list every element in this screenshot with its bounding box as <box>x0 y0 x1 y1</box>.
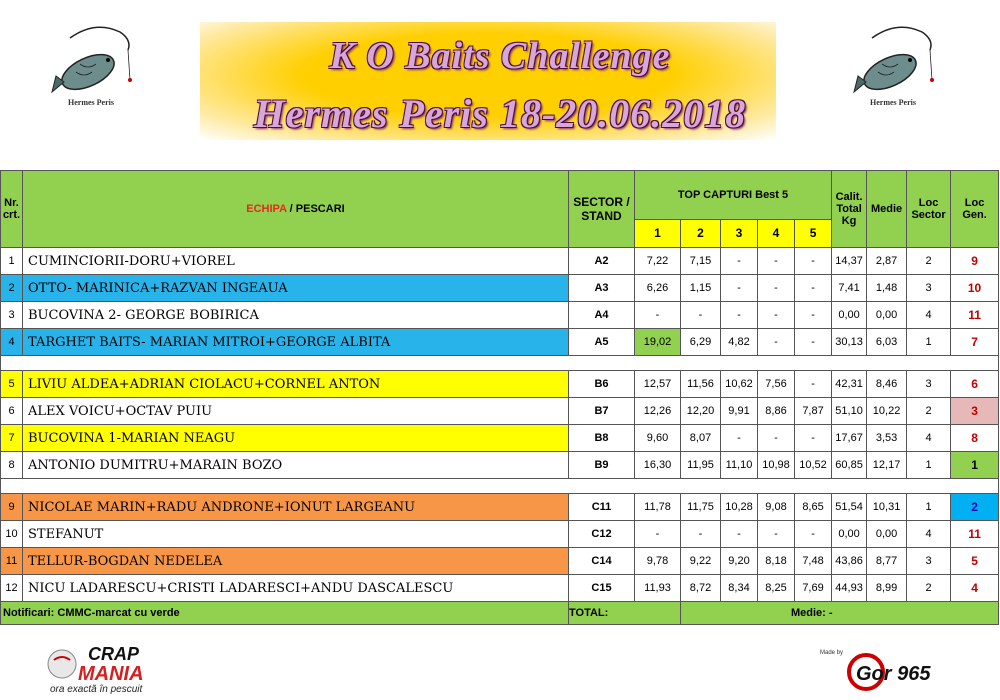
col-sector: SECTOR / STAND <box>569 171 635 248</box>
capture-5: 7,69 <box>795 575 832 602</box>
capture-1: 12,26 <box>635 398 681 425</box>
medie: 3,53 <box>867 425 907 452</box>
row-nr: 8 <box>1 452 23 479</box>
loc-sector: 1 <box>907 452 951 479</box>
results-table <box>0 170 999 625</box>
total-kg: 60,85 <box>832 452 867 479</box>
team-name: TARGHET BAITS- MARIAN MITROI+GEORGE ALBITA <box>23 329 569 356</box>
col-nr: Nr. crt. <box>1 171 23 248</box>
medie: 0,00 <box>867 521 907 548</box>
table-row <box>1 452 999 479</box>
capture-1: 12,57 <box>635 371 681 398</box>
capture-2: 1,15 <box>681 275 721 302</box>
loc-general: 3 <box>951 398 999 425</box>
loc-sector: 3 <box>907 548 951 575</box>
loc-general: 1 <box>951 452 999 479</box>
logo-caption: Hermes Peris <box>870 98 916 107</box>
capture-5: - <box>795 425 832 452</box>
table-footer <box>1 602 999 625</box>
total-kg: 44,93 <box>832 575 867 602</box>
sector: A3 <box>569 275 635 302</box>
loc-sector: 3 <box>907 371 951 398</box>
loc-sector: 2 <box>907 575 951 602</box>
team-name: NICOLAE MARIN+RADU ANDRONE+IONUT LARGEANU <box>23 494 569 521</box>
row-separator <box>1 356 999 371</box>
capture-1: 7,22 <box>635 248 681 275</box>
capture-1: - <box>635 521 681 548</box>
sector: B7 <box>569 398 635 425</box>
total-kg: 0,00 <box>832 521 867 548</box>
capture-3: - <box>721 275 758 302</box>
sector: A4 <box>569 302 635 329</box>
total-kg: 17,67 <box>832 425 867 452</box>
col-echipa <box>23 171 569 248</box>
loc-general: 6 <box>951 371 999 398</box>
medie: 8,46 <box>867 371 907 398</box>
medie-label: Medie: - <box>681 602 999 625</box>
col-c2: 2 <box>681 219 721 247</box>
loc-general: 2 <box>951 494 999 521</box>
capture-1: 11,93 <box>635 575 681 602</box>
total-kg: 30,13 <box>832 329 867 356</box>
capture-4: 8,18 <box>758 548 795 575</box>
team-name: STEFANUT <box>23 521 569 548</box>
capture-4: - <box>758 302 795 329</box>
row-nr: 6 <box>1 398 23 425</box>
col-loc-sector: Loc Sector <box>907 171 951 248</box>
table-row <box>1 425 999 452</box>
col-c3: 3 <box>721 219 758 247</box>
crapmania-logo <box>40 640 170 695</box>
team-name: BUCOVINA 2- GEORGE BOBIRICA <box>23 302 569 329</box>
capture-5: 8,65 <box>795 494 832 521</box>
medie: 8,99 <box>867 575 907 602</box>
carp-icon <box>852 20 938 100</box>
team-name: CUMINCIORII-DORU+VIOREL <box>23 248 569 275</box>
loc-general: 4 <box>951 575 999 602</box>
medie: 10,22 <box>867 398 907 425</box>
capture-2: 7,15 <box>681 248 721 275</box>
medie: 8,77 <box>867 548 907 575</box>
capture-1: 9,60 <box>635 425 681 452</box>
brand-logo-icon <box>40 640 170 695</box>
total-kg: 0,00 <box>832 302 867 329</box>
capture-2: 8,07 <box>681 425 721 452</box>
total-label: TOTAL: <box>569 602 681 625</box>
capture-3: 4,82 <box>721 329 758 356</box>
loc-general: 11 <box>951 521 999 548</box>
loc-general: 7 <box>951 329 999 356</box>
medie: 6,03 <box>867 329 907 356</box>
logo-caption: Hermes Peris <box>68 98 114 107</box>
capture-2: 11,56 <box>681 371 721 398</box>
page-subtitle: Hermes Peris 18-20.06.2018 <box>253 91 747 136</box>
team-name: ALEX VOICU+OCTAV PUIU <box>23 398 569 425</box>
page-title: K O Baits Challenge <box>329 35 671 77</box>
capture-3: 9,20 <box>721 548 758 575</box>
maker-logo-icon <box>820 648 960 693</box>
capture-5: - <box>795 329 832 356</box>
table-header <box>1 171 999 220</box>
table-row <box>1 275 999 302</box>
capture-2: 8,72 <box>681 575 721 602</box>
capture-4: - <box>758 329 795 356</box>
carp-icon <box>50 20 136 100</box>
row-nr: 11 <box>1 548 23 575</box>
capture-2: 11,95 <box>681 452 721 479</box>
table-row <box>1 329 999 356</box>
loc-general: 5 <box>951 548 999 575</box>
loc-sector: 4 <box>907 521 951 548</box>
sector: B6 <box>569 371 635 398</box>
sector: C12 <box>569 521 635 548</box>
table-row <box>1 575 999 602</box>
capture-3: 11,10 <box>721 452 758 479</box>
medie: 10,31 <box>867 494 907 521</box>
sector: A5 <box>569 329 635 356</box>
loc-general: 9 <box>951 248 999 275</box>
sector: C11 <box>569 494 635 521</box>
total-kg: 51,10 <box>832 398 867 425</box>
row-nr: 2 <box>1 275 23 302</box>
capture-4: 9,08 <box>758 494 795 521</box>
capture-4: - <box>758 275 795 302</box>
sector: A2 <box>569 248 635 275</box>
table-row <box>1 494 999 521</box>
capture-1: 11,78 <box>635 494 681 521</box>
separator-cell <box>1 356 999 371</box>
fish-logo-left <box>50 20 136 112</box>
team-name: LIVIU ALDEA+ADRIAN CIOLACU+CORNEL ANTON <box>23 371 569 398</box>
loc-general: 11 <box>951 302 999 329</box>
table-row <box>1 248 999 275</box>
capture-2: - <box>681 302 721 329</box>
col-calit: Calit. Total Kg <box>832 171 867 248</box>
col-c5: 5 <box>795 219 832 247</box>
loc-sector: 3 <box>907 275 951 302</box>
table-row <box>1 398 999 425</box>
team-name: BUCOVINA 1-MARIAN NEAGU <box>23 425 569 452</box>
brand-line1: CRAP <box>88 644 140 664</box>
capture-2: 9,22 <box>681 548 721 575</box>
total-kg: 42,31 <box>832 371 867 398</box>
col-c4: 4 <box>758 219 795 247</box>
capture-4: 8,86 <box>758 398 795 425</box>
loc-general: 10 <box>951 275 999 302</box>
table-row <box>1 548 999 575</box>
fish-logo-right <box>852 20 938 112</box>
capture-2: 11,75 <box>681 494 721 521</box>
capture-1: 16,30 <box>635 452 681 479</box>
row-nr: 3 <box>1 302 23 329</box>
capture-3: 8,34 <box>721 575 758 602</box>
row-nr: 12 <box>1 575 23 602</box>
team-name: TELLUR-BOGDAN NEDELEA <box>23 548 569 575</box>
col-top: TOP CAPTURI Best 5 <box>635 171 832 220</box>
capture-5: - <box>795 371 832 398</box>
sector: B9 <box>569 452 635 479</box>
capture-4: 7,56 <box>758 371 795 398</box>
row-nr: 10 <box>1 521 23 548</box>
row-nr: 7 <box>1 425 23 452</box>
row-nr: 5 <box>1 371 23 398</box>
sector: B8 <box>569 425 635 452</box>
row-separator <box>1 479 999 494</box>
total-kg: 43,86 <box>832 548 867 575</box>
medie: 0,00 <box>867 302 907 329</box>
capture-2: - <box>681 521 721 548</box>
capture-3: 10,62 <box>721 371 758 398</box>
capture-4: - <box>758 425 795 452</box>
loc-sector: 2 <box>907 248 951 275</box>
col-loc-gen: Loc Gen. <box>951 171 999 248</box>
row-nr: 4 <box>1 329 23 356</box>
row-nr: 9 <box>1 494 23 521</box>
capture-5: 10,52 <box>795 452 832 479</box>
notificari: Notificari: CMMC-marcat cu verde <box>1 602 569 625</box>
table-row <box>1 521 999 548</box>
loc-sector: 1 <box>907 329 951 356</box>
pescari-label: / PESCARI <box>286 203 345 215</box>
loc-sector: 4 <box>907 425 951 452</box>
team-name: NICU LADARESCU+CRISTI LADARESCI+ANDU DASCALESCU <box>23 575 569 602</box>
col-medie: Medie <box>867 171 907 248</box>
table-row <box>1 302 999 329</box>
capture-5: 7,48 <box>795 548 832 575</box>
loc-sector: 4 <box>907 302 951 329</box>
capture-5: - <box>795 302 832 329</box>
capture-3: - <box>721 248 758 275</box>
row-nr: 1 <box>1 248 23 275</box>
sector: C14 <box>569 548 635 575</box>
team-name: OTTO- MARINICA+RAZVAN INGEAUA <box>23 275 569 302</box>
medie: 1,48 <box>867 275 907 302</box>
loc-sector: 1 <box>907 494 951 521</box>
capture-1: 6,26 <box>635 275 681 302</box>
capture-1: - <box>635 302 681 329</box>
medie: 12,17 <box>867 452 907 479</box>
maker-name: Gor 965 <box>856 663 931 685</box>
capture-2: 6,29 <box>681 329 721 356</box>
capture-4: 8,25 <box>758 575 795 602</box>
capture-3: - <box>721 521 758 548</box>
sector: C15 <box>569 575 635 602</box>
table-row <box>1 371 999 398</box>
team-name: ANTONIO DUMITRU+MARAIN BOZO <box>23 452 569 479</box>
capture-5: - <box>795 248 832 275</box>
capture-3: 10,28 <box>721 494 758 521</box>
echipa-label: ECHIPA <box>246 203 287 215</box>
capture-5: - <box>795 521 832 548</box>
brand-line2: MANIA <box>78 663 144 685</box>
capture-2: 12,20 <box>681 398 721 425</box>
capture-5: - <box>795 275 832 302</box>
capture-4: - <box>758 248 795 275</box>
capture-3: - <box>721 302 758 329</box>
made-by: Made by <box>820 650 844 656</box>
separator-cell <box>1 479 999 494</box>
total-kg: 14,37 <box>832 248 867 275</box>
loc-sector: 2 <box>907 398 951 425</box>
capture-3: 9,91 <box>721 398 758 425</box>
brand-slogan: ora exactă în pescuit <box>50 684 143 695</box>
capture-5: 7,87 <box>795 398 832 425</box>
capture-3: - <box>721 425 758 452</box>
capture-1: 9,78 <box>635 548 681 575</box>
total-kg: 7,41 <box>832 275 867 302</box>
medie: 2,87 <box>867 248 907 275</box>
capture-4: - <box>758 521 795 548</box>
col-c1: 1 <box>635 219 681 247</box>
capture-1: 19,02 <box>635 329 681 356</box>
total-kg: 51,54 <box>832 494 867 521</box>
gor-logo <box>820 648 960 693</box>
capture-4: 10,98 <box>758 452 795 479</box>
loc-general: 8 <box>951 425 999 452</box>
